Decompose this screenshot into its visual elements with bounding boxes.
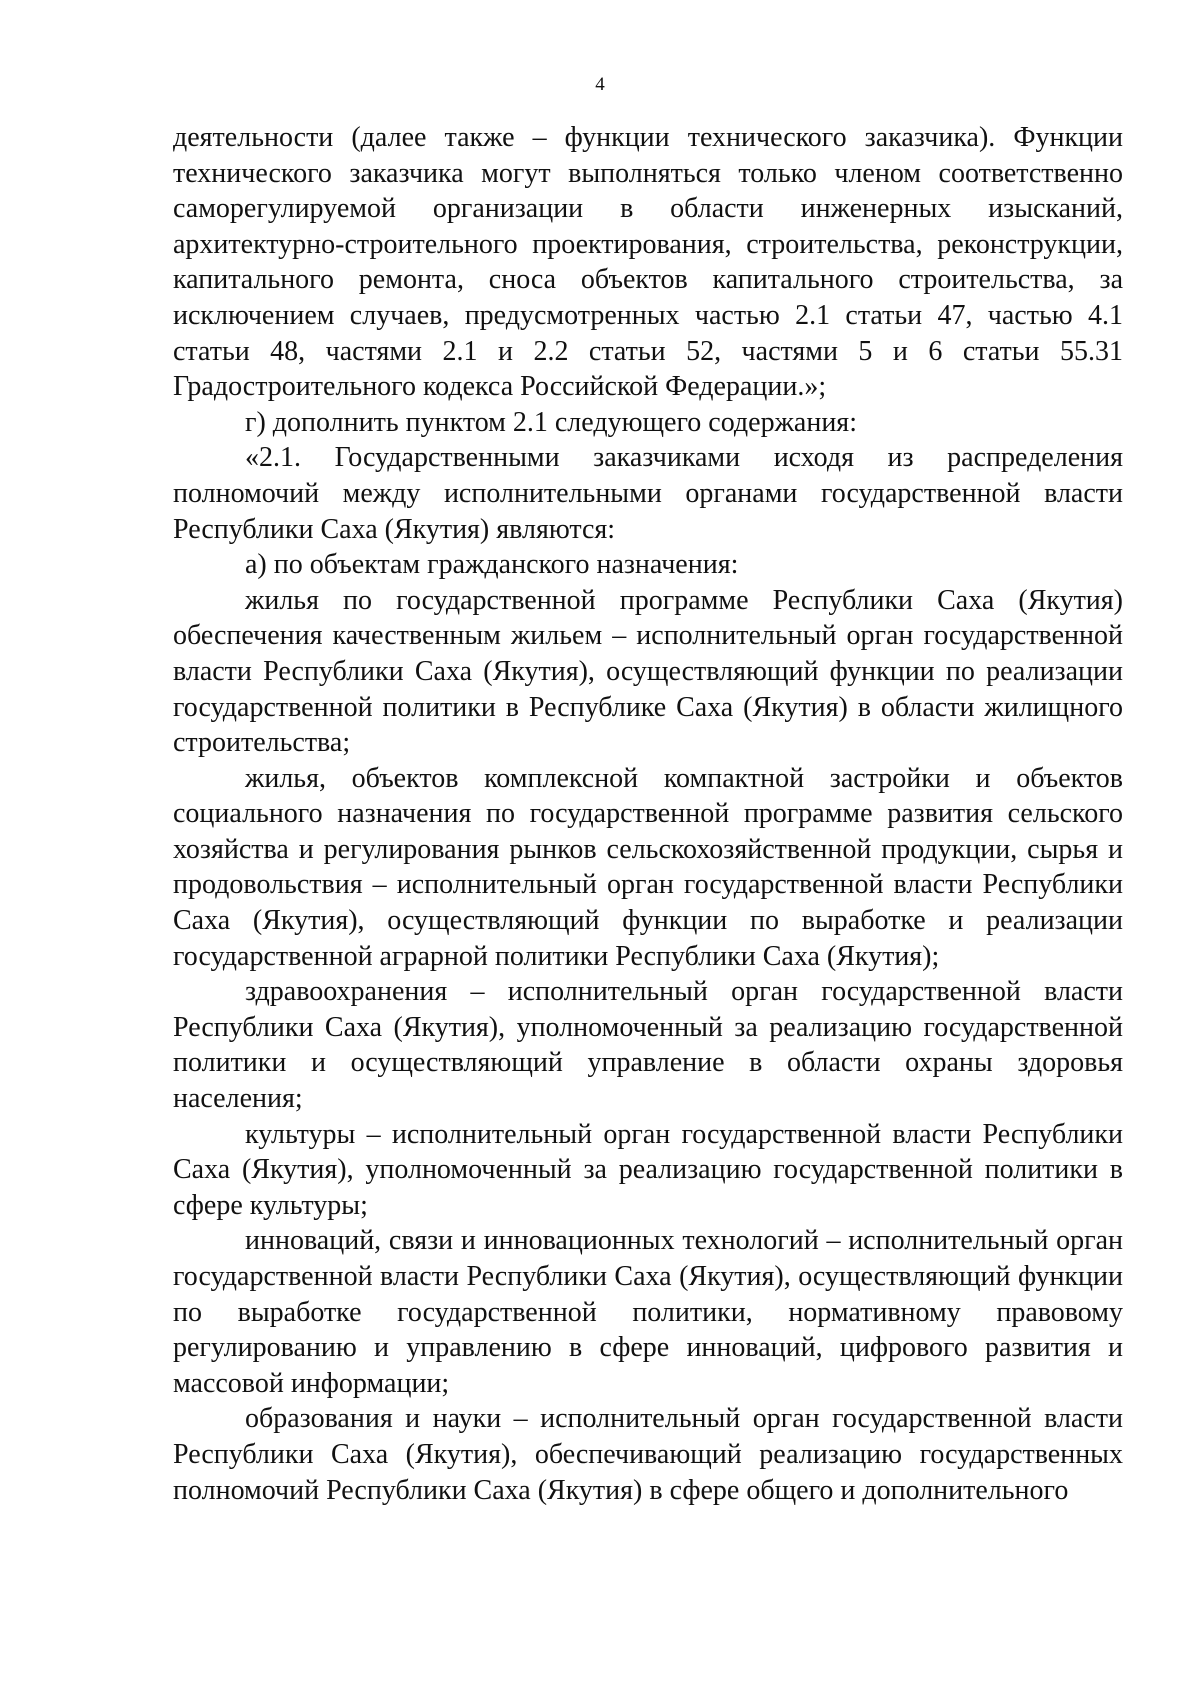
page-number: 4 (595, 74, 605, 95)
paragraph-healthcare: здравоохранения – исполнительный орган государственной власти Республики Саха (Якутия), уполномоченный за реализацию государственной политики и осуществляющий управление в области охраны здоровья населения; (173, 976, 1123, 1115)
paragraph-culture: культуры – исполнительный орган государственной власти Республики Саха (Якутия), уполномоченный за реализацию государственной политики в сфере культуры; (173, 1118, 1123, 1221)
document-body (173, 120, 1123, 1508)
paragraph-item-g: г) дополнить пунктом 2.1 следующего содержания: (245, 406, 857, 438)
paragraph-clause-2-1: «2.1. Государственными заказчиками исходя из распределения полномочий между исполнительными органами государственной власти Республики Саха (Якутия) являются: (173, 442, 1123, 545)
paragraph-continuation: деятельности (далее также – функции технического заказчика). Функции технического заказчика могут выполняться только членом соответственно саморегулируемой организации в области инженерных изысканий, архитектурно-строительного проектирования, строительства, реконструкции, капитального ремонта, сноса объектов капитального строительства, за исключением случаев, предусмотренных частью 2.1 статьи 47, частью 4.1 статьи 48, частями 2.1 и 2.2 статьи 52, частями 5 и 6 статьи 55.31 Градостроительного кодекса Российской Федерации.»; (173, 122, 1123, 403)
paragraph-housing: жилья по государственной программе Республики Саха (Якутия) обеспечения качественным жильем – исполнительный орган государственной власти Республики Саха (Якутия), осуществляющий функции по реализации государственной политики в Республике Саха (Якутия) в области жилищного строительства; (173, 584, 1123, 759)
paragraph-rural-housing: жилья, объектов комплексной компактной застройки и объектов социального назначения по государственной программе развития сельского хозяйства и регулирования рынков сельскохозяйственной продукции, сырья и продовольствия – исполнительный орган государственной власти Республики Саха (Якутия), осуществляющий функции по выработке и реализации государственной аграрной политики Республики Саха (Якутия); (173, 762, 1123, 972)
paragraph-education: образования и науки – исполнительный орган государственной власти Республики Саха (Якутия), обеспечивающий реализацию государственных полномочий Республики Саха (Якутия) в сфере общего и дополнительного (173, 1403, 1123, 1506)
paragraph-item-a: а) по объектам гражданского назначения: (245, 549, 739, 581)
paragraph-innovation: инноваций, связи и инновационных технологий – исполнительный орган государственной власти Республики Саха (Якутия), осуществляющий функции по выработке государственной политики, нормативному правовому регулированию и управлению в сфере инноваций, цифрового развития и массовой информации; (173, 1225, 1123, 1399)
